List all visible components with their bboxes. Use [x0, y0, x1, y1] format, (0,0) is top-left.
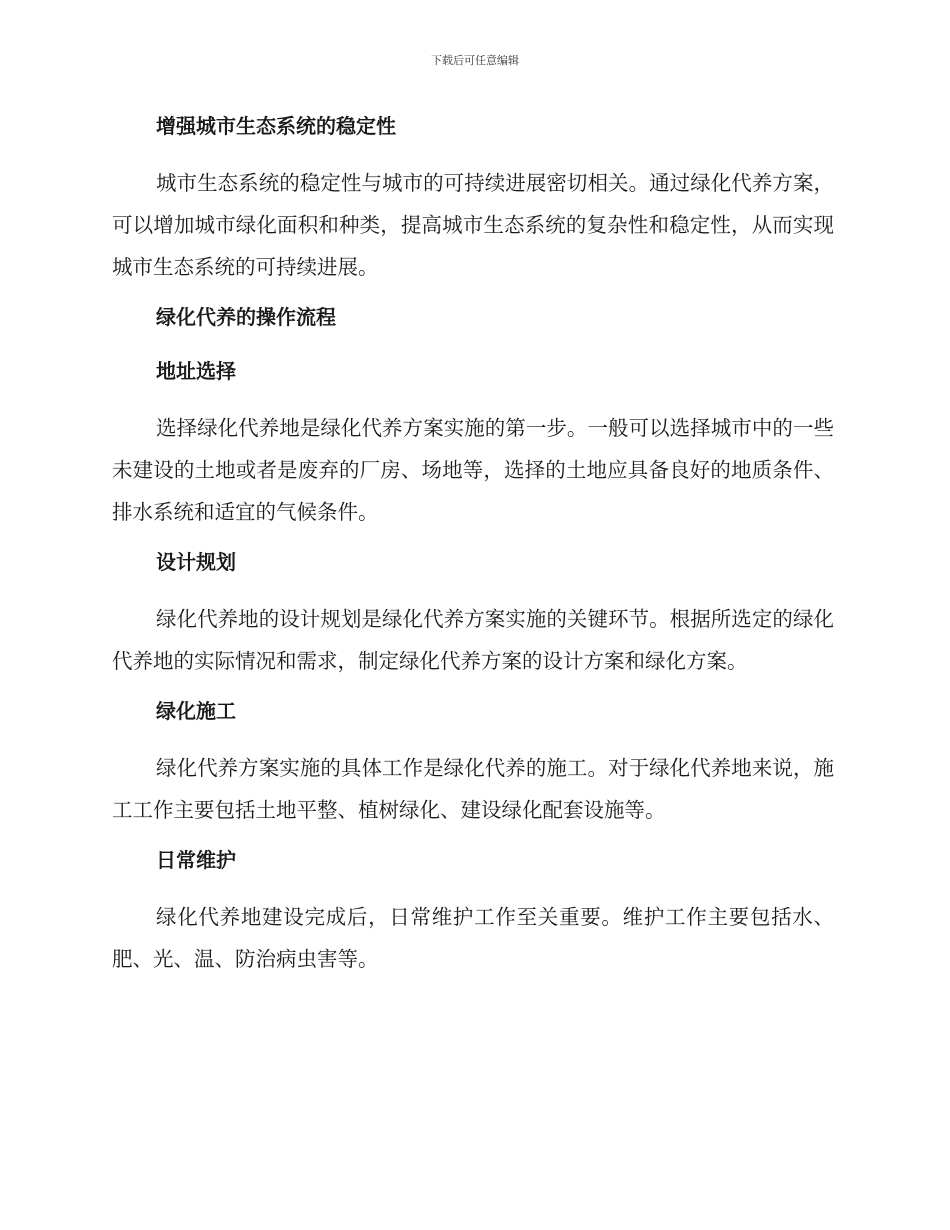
section-heading-operation-process: 绿化代养的操作流程 [156, 305, 336, 329]
paragraph-greening-construction: 绿化代养方案实施的具体工作是绿化代养的施工。对于绿化代养地来说，施工工作主要包括土地平整、植树绿化、建设绿化配套设施等。 [112, 756, 834, 822]
paragraph-ecosystem-stability: 城市生态系统的稳定性与城市的可持续进展密切相关。通过绿化代养方案，可以增加城市绿化面积和种类，提高城市生态系统的复杂性和稳定性，从而实现城市生态系统的可持续进展。 [112, 171, 834, 279]
paragraph-design-planning: 绿化代养地的设计规划是绿化代养方案实施的关键环节。根据所选定的绿化代养地的实际情况和需求，制定绿化代养方案的设计方案和绿化方案。 [112, 607, 834, 673]
subheading-design-planning: 设计规划 [156, 550, 236, 574]
subheading-greening-construction: 绿化施工 [156, 699, 236, 723]
paragraph-daily-maintenance: 绿化代养地建设完成后，日常维护工作至关重要。维护工作主要包括水、肥、光、温、防治病虫害等。 [112, 905, 834, 971]
paragraph-site-selection: 选择绿化代养地是绿化代养方案实施的第一步。一般可以选择城市中的一些未建设的土地或者是废弃的厂房、场地等，选择的土地应具备良好的地质条件、排水系统和适宜的气候条件。 [112, 416, 834, 524]
document-body [112, 108, 834, 991]
subheading-daily-maintenance: 日常维护 [156, 848, 236, 872]
section-heading-ecosystem-stability: 增强城市生态系统的稳定性 [156, 114, 396, 138]
page-header-note: 下载后可任意编辑 [431, 54, 519, 67]
subheading-site-selection: 地址选择 [156, 359, 236, 383]
